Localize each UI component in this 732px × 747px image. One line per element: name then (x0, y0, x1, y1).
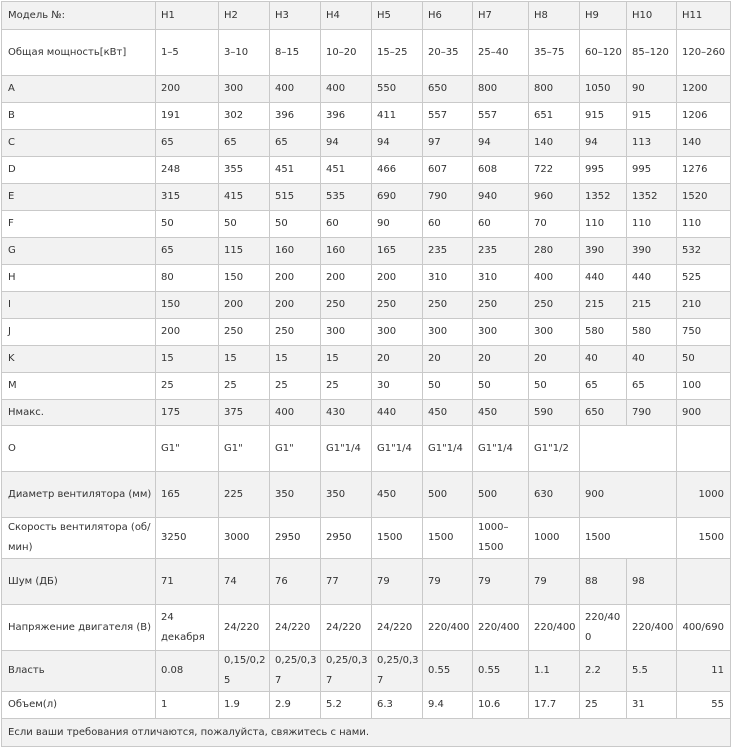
table-cell: 220/400 (627, 605, 677, 651)
table-cell: 94 (372, 130, 423, 157)
table-cell: 25 (156, 373, 219, 400)
table-cell: 1.9 (219, 692, 270, 719)
table-cell: 225 (219, 472, 270, 518)
table-row (2, 373, 731, 400)
table-cell: 30 (372, 373, 423, 400)
table-cell: 400 (321, 76, 372, 103)
row-label: Напряжение двигателя (В) (2, 605, 156, 651)
table-cell: 300 (219, 76, 270, 103)
table-cell: 15–25 (372, 30, 423, 76)
table-cell: 17.7 (529, 692, 580, 719)
table-cell: G1"1/4 (423, 426, 473, 472)
table-cell: 440 (627, 265, 677, 292)
table-row (2, 30, 731, 76)
table-cell: 630 (529, 472, 580, 518)
table-row (2, 472, 731, 518)
table-cell: 25–40 (473, 30, 529, 76)
table-cell: 350 (270, 472, 321, 518)
table-cell: 250 (529, 292, 580, 319)
table-row (2, 692, 731, 719)
table-cell: 79 (372, 559, 423, 605)
table-cell: 350 (321, 472, 372, 518)
table-cell: 590 (529, 400, 580, 426)
table-cell: 140 (677, 130, 731, 157)
row-label: I (2, 292, 156, 319)
table-row (2, 184, 731, 211)
model-cell: H8 (529, 2, 580, 30)
table-cell: 191 (156, 103, 219, 130)
table-cell: 100 (677, 373, 731, 400)
table-cell: G1"1/2 (529, 426, 580, 472)
table-cell: 235 (473, 238, 529, 265)
table-cell (580, 426, 677, 472)
table-cell: 94 (321, 130, 372, 157)
table-cell: 440 (372, 400, 423, 426)
table-cell: 65 (580, 373, 627, 400)
table-cell: 79 (473, 559, 529, 605)
table-cell: 160 (270, 238, 321, 265)
table-cell: 790 (423, 184, 473, 211)
model-cell: H3 (270, 2, 321, 30)
table-cell: 15 (219, 346, 270, 373)
table-cell: 1–5 (156, 30, 219, 76)
table-cell: 250 (270, 319, 321, 346)
table-cell: G1"1/4 (473, 426, 529, 472)
table-cell: 160 (321, 238, 372, 265)
table-row (2, 346, 731, 373)
table-cell: 1050 (580, 76, 627, 103)
model-cell: H7 (473, 2, 529, 30)
model-cell: H6 (423, 2, 473, 30)
table-cell: 40 (627, 346, 677, 373)
row-label: M (2, 373, 156, 400)
table-cell: 400 (529, 265, 580, 292)
table-cell: 280 (529, 238, 580, 265)
table-cell: 557 (423, 103, 473, 130)
table-cell: 300 (529, 319, 580, 346)
table-cell: 115 (219, 238, 270, 265)
table-cell: 1200 (677, 76, 731, 103)
table-cell: 557 (473, 103, 529, 130)
table-cell: 50 (270, 211, 321, 238)
table-cell: 5.2 (321, 692, 372, 719)
table-cell: 50 (219, 211, 270, 238)
table-cell: 500 (473, 472, 529, 518)
table-cell: 300 (321, 319, 372, 346)
table-row (2, 76, 731, 103)
table-row (2, 400, 731, 426)
row-label: Диаметр вентилятора (мм) (2, 472, 156, 518)
table-cell: 220/400 (529, 605, 580, 651)
table-cell: 150 (219, 265, 270, 292)
table-cell: 215 (580, 292, 627, 319)
table-cell: 580 (580, 319, 627, 346)
table-cell: 110 (580, 211, 627, 238)
table-row (2, 103, 731, 130)
table-cell: 20 (372, 346, 423, 373)
table-cell: 430 (321, 400, 372, 426)
table-cell: 55 (677, 692, 731, 719)
table-cell: 3–10 (219, 30, 270, 76)
table-cell: 200 (270, 265, 321, 292)
table-cell: 3000 (219, 518, 270, 559)
row-label: J (2, 319, 156, 346)
table-cell: 310 (473, 265, 529, 292)
table-row (2, 559, 731, 605)
table-row (2, 157, 731, 184)
table-cell: 250 (321, 292, 372, 319)
table-cell: 60–120 (580, 30, 627, 76)
table-cell: 220/400 (473, 605, 529, 651)
table-cell: G1" (156, 426, 219, 472)
table-cell: 60 (473, 211, 529, 238)
model-spec-table (1, 1, 731, 747)
table-cell: 25 (321, 373, 372, 400)
table-cell: 250 (219, 319, 270, 346)
table-cell: G1" (270, 426, 321, 472)
table-cell: 450 (423, 400, 473, 426)
table-cell: 0,25/0,37 (270, 651, 321, 692)
table-cell: 690 (372, 184, 423, 211)
table-cell: 220/400 (423, 605, 473, 651)
row-label: C (2, 130, 156, 157)
table-cell: 790 (627, 400, 677, 426)
table-cell: 113 (627, 130, 677, 157)
table-cell: 110 (627, 211, 677, 238)
table-cell: 1 (156, 692, 219, 719)
table-row (2, 651, 731, 692)
table-cell: 90 (627, 76, 677, 103)
table-cell: 0.55 (473, 651, 529, 692)
table-cell: 500 (423, 472, 473, 518)
row-label: D (2, 157, 156, 184)
table-cell: 650 (580, 400, 627, 426)
table-cell: 750 (677, 319, 731, 346)
table-cell: 995 (627, 157, 677, 184)
table-cell: 50 (423, 373, 473, 400)
table-cell: 248 (156, 157, 219, 184)
row-label: Модель №: (2, 2, 156, 30)
table-cell: 400/690 (677, 605, 731, 651)
table-cell: 6.3 (372, 692, 423, 719)
table-cell: 15 (321, 346, 372, 373)
table-cell: 31 (627, 692, 677, 719)
row-label: Объем(л) (2, 692, 156, 719)
table-cell: 235 (423, 238, 473, 265)
row-label: F (2, 211, 156, 238)
table-cell: 535 (321, 184, 372, 211)
table-cell: 355 (219, 157, 270, 184)
table-cell: 400 (270, 400, 321, 426)
table-cell: 1206 (677, 103, 731, 130)
table-cell: 65 (156, 130, 219, 157)
model-cell: H11 (677, 2, 731, 30)
table-cell: 900 (580, 472, 677, 518)
table-cell: 0.08 (156, 651, 219, 692)
table-cell: 210 (677, 292, 731, 319)
table-cell: 220/400 (580, 605, 627, 651)
table-cell: 98 (627, 559, 677, 605)
table-cell: 2950 (321, 518, 372, 559)
table-cell: 20–35 (423, 30, 473, 76)
table-cell: 800 (473, 76, 529, 103)
table-cell: 200 (372, 265, 423, 292)
model-cell: H1 (156, 2, 219, 30)
table-cell: 1352 (627, 184, 677, 211)
table-cell: 65 (219, 130, 270, 157)
model-cell: H4 (321, 2, 372, 30)
footer-note: Если ваши требования отличаются, пожалуйста, свяжитесь с нами. (2, 719, 731, 747)
table-cell: 25 (270, 373, 321, 400)
table-cell: 1000–1500 (473, 518, 529, 559)
table-cell: 451 (270, 157, 321, 184)
row-label: B (2, 103, 156, 130)
row-label: K (2, 346, 156, 373)
table-cell: 10–20 (321, 30, 372, 76)
table-cell: 1500 (423, 518, 473, 559)
table-cell: 396 (321, 103, 372, 130)
table-cell: 25 (580, 692, 627, 719)
table-row (2, 426, 731, 472)
table-cell: 85–120 (627, 30, 677, 76)
table-cell: 94 (473, 130, 529, 157)
table-cell: 9.4 (423, 692, 473, 719)
table-cell: 2.2 (580, 651, 627, 692)
table-cell: 300 (423, 319, 473, 346)
table-cell: 79 (423, 559, 473, 605)
table-cell: 0.55 (423, 651, 473, 692)
table-cell: 200 (156, 319, 219, 346)
table-cell: 532 (677, 238, 731, 265)
table-cell: 0,25/0,37 (372, 651, 423, 692)
table-cell: 0,15/0,25 (219, 651, 270, 692)
row-label: E (2, 184, 156, 211)
table-cell: 140 (529, 130, 580, 157)
table-cell: 915 (580, 103, 627, 130)
table-cell: 995 (580, 157, 627, 184)
table-cell: 800 (529, 76, 580, 103)
table-cell: 165 (372, 238, 423, 265)
table-cell: 90 (372, 211, 423, 238)
row-label: A (2, 76, 156, 103)
table-cell: 5.5 (627, 651, 677, 692)
table-cell: 608 (473, 157, 529, 184)
table-cell: G1"1/4 (372, 426, 423, 472)
table-row (2, 292, 731, 319)
row-label: Шум (ДБ) (2, 559, 156, 605)
row-label: H (2, 265, 156, 292)
table-cell: 3250 (156, 518, 219, 559)
table-cell: 20 (473, 346, 529, 373)
model-cell: H5 (372, 2, 423, 30)
table-row (2, 130, 731, 157)
table-cell: 200 (270, 292, 321, 319)
table-cell: 396 (270, 103, 321, 130)
model-cell: H9 (580, 2, 627, 30)
table-cell: 607 (423, 157, 473, 184)
table-cell: 250 (372, 292, 423, 319)
row-label: Власть (2, 651, 156, 692)
table-cell: 20 (423, 346, 473, 373)
table-cell: 302 (219, 103, 270, 130)
table-cell: 65 (156, 238, 219, 265)
header-row (2, 2, 731, 30)
table-cell: 415 (219, 184, 270, 211)
table-cell: G1" (219, 426, 270, 472)
table-cell: 215 (627, 292, 677, 319)
table-cell: 76 (270, 559, 321, 605)
table-cell: 400 (270, 76, 321, 103)
table-cell: 35–75 (529, 30, 580, 76)
table-cell: 525 (677, 265, 731, 292)
table-cell (677, 559, 731, 605)
table-cell: 1500 (372, 518, 423, 559)
row-label: Hмакс. (2, 400, 156, 426)
table-cell: 8–15 (270, 30, 321, 76)
table-cell: 40 (580, 346, 627, 373)
table-cell: 940 (473, 184, 529, 211)
table-cell: 1500 (677, 518, 731, 559)
table-cell: 900 (677, 400, 731, 426)
table-cell: 200 (156, 76, 219, 103)
table-cell: 375 (219, 400, 270, 426)
table-cell: 650 (423, 76, 473, 103)
table-cell: 65 (270, 130, 321, 157)
table-cell: 1.1 (529, 651, 580, 692)
table-cell: 451 (321, 157, 372, 184)
table-cell: 915 (627, 103, 677, 130)
table-cell: 80 (156, 265, 219, 292)
table-cell: 1000 (677, 472, 731, 518)
table-cell: 315 (156, 184, 219, 211)
table-cell: 70 (529, 211, 580, 238)
model-cell: H2 (219, 2, 270, 30)
table-cell: 65 (627, 373, 677, 400)
row-label: Общая мощность[кВт] (2, 30, 156, 76)
table-cell: 1500 (580, 518, 677, 559)
table-cell: 2950 (270, 518, 321, 559)
table-cell: 24 декабря (156, 605, 219, 651)
table-cell: 94 (580, 130, 627, 157)
table-cell: 79 (529, 559, 580, 605)
table-cell: 0,25/0,37 (321, 651, 372, 692)
table-row (2, 518, 731, 559)
table-cell: 450 (372, 472, 423, 518)
table-cell: 440 (580, 265, 627, 292)
table-cell: 50 (156, 211, 219, 238)
table-cell: 50 (529, 373, 580, 400)
row-label: Скорость вентилятора (об/мин) (2, 518, 156, 559)
table-cell: 175 (156, 400, 219, 426)
table-cell: 1000 (529, 518, 580, 559)
table-row (2, 211, 731, 238)
table-cell: 60 (423, 211, 473, 238)
table-cell: 71 (156, 559, 219, 605)
table-cell: 50 (473, 373, 529, 400)
table-cell: 960 (529, 184, 580, 211)
table-cell (677, 426, 731, 472)
row-label: G (2, 238, 156, 265)
row-label: O (2, 426, 156, 472)
table-cell: 24/220 (219, 605, 270, 651)
table-cell: 390 (627, 238, 677, 265)
table-cell: 1276 (677, 157, 731, 184)
table-cell: 550 (372, 76, 423, 103)
table-cell: 20 (529, 346, 580, 373)
table-cell: 651 (529, 103, 580, 130)
table-cell: 200 (219, 292, 270, 319)
table-row (2, 238, 731, 265)
table-cell: 120–260 (677, 30, 731, 76)
table-cell: 390 (580, 238, 627, 265)
table-cell: 310 (423, 265, 473, 292)
table-cell: 110 (677, 211, 731, 238)
table-cell: 466 (372, 157, 423, 184)
table-cell: 1352 (580, 184, 627, 211)
model-cell: H10 (627, 2, 677, 30)
table-cell: 77 (321, 559, 372, 605)
table-cell: 300 (372, 319, 423, 346)
table-row (2, 319, 731, 346)
table-cell: 74 (219, 559, 270, 605)
table-cell: 250 (473, 292, 529, 319)
table-row (2, 265, 731, 292)
table-cell: 2.9 (270, 692, 321, 719)
footer-note-row (2, 719, 731, 747)
table-cell: 25 (219, 373, 270, 400)
table-cell: 15 (156, 346, 219, 373)
table-cell: 165 (156, 472, 219, 518)
table-cell: G1"1/4 (321, 426, 372, 472)
table-cell: 50 (677, 346, 731, 373)
table-cell: 515 (270, 184, 321, 211)
table-cell: 411 (372, 103, 423, 130)
table-cell: 11 (677, 651, 731, 692)
table-cell: 450 (473, 400, 529, 426)
table-cell: 60 (321, 211, 372, 238)
table-cell: 97 (423, 130, 473, 157)
table-cell: 24/220 (372, 605, 423, 651)
table-cell: 722 (529, 157, 580, 184)
table-row (2, 605, 731, 651)
table-cell: 24/220 (321, 605, 372, 651)
table-cell: 24/220 (270, 605, 321, 651)
table-cell: 300 (473, 319, 529, 346)
table-cell: 88 (580, 559, 627, 605)
table-cell: 1520 (677, 184, 731, 211)
table-cell: 150 (156, 292, 219, 319)
table-cell: 200 (321, 265, 372, 292)
table-cell: 10.6 (473, 692, 529, 719)
table-cell: 580 (627, 319, 677, 346)
table-cell: 15 (270, 346, 321, 373)
table-cell: 250 (423, 292, 473, 319)
